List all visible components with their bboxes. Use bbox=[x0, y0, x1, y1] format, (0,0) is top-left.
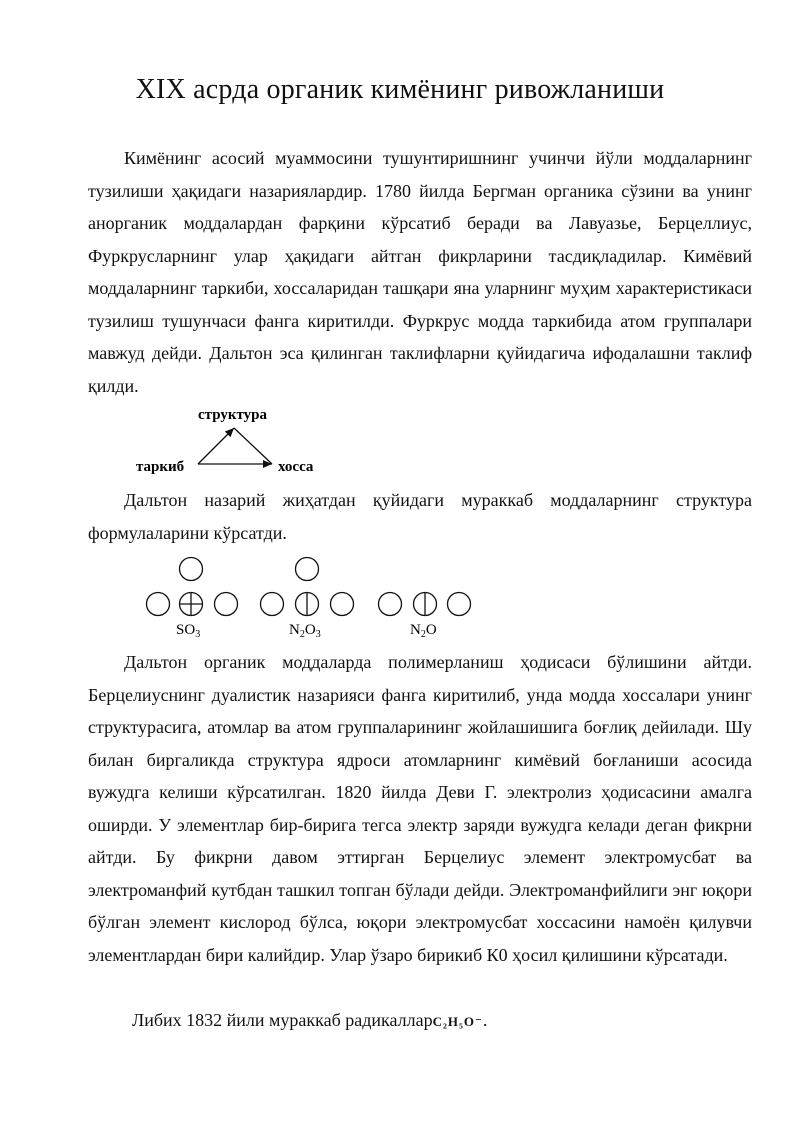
so3-top-atom bbox=[180, 558, 203, 581]
liebig-text: Либих 1832 йили мураккаб радикаллар bbox=[132, 1010, 433, 1030]
so3-left-atom bbox=[147, 593, 170, 616]
radical-formula: C₂H₅O⁻ bbox=[432, 1014, 483, 1029]
n2o3-top-atom bbox=[296, 558, 319, 581]
n2o3-label: $N_2O_3$ bbox=[289, 622, 321, 640]
n2o3-right-atom bbox=[331, 593, 354, 616]
triangle-label-right: хосса bbox=[278, 459, 314, 475]
triangle-label-left: таркиб bbox=[136, 459, 185, 475]
paragraph-liebig bbox=[88, 1004, 752, 1039]
n2o3-left-atom bbox=[261, 593, 284, 616]
page-title: XIX асрда органик кимёнинг ривожланиши bbox=[135, 74, 665, 105]
paragraph-dalton-formulas: Дальтон назарий жиҳатдан қуйидаги мураккаб моддаларнинг структура формулаларини кўрсатди. bbox=[88, 490, 752, 543]
paragraph-structure-theory: Кимёнинг асосий муаммосини тушунтиришнинг учинчи йўли моддаларнинг тузилиши ҳақидаги назариялардир. 1780 йилда Бергман органика сўзини ва унинг анорганик моддалардан фарқини кўрсатиб беради ва Лавуазье, Берцеллиус, Фуркрусларнинг улар ҳақидаги айтган фикрларини тасдиқладилар. Кимёвий моддаларнинг таркиби, хоссаларидан ташқари яна уларнинг муҳим характеристикаси тузилиш тушунчаси фанга киритилди. Фуркрус модда таркибида атом группалари мавжуд дейди. Дальтон эса қилинган таклифларни қуйидагича ифодалашни таклиф қилди. bbox=[88, 148, 752, 396]
so3-label: $SO_3$ bbox=[176, 622, 201, 640]
n2o-label: $N_2O$ bbox=[410, 622, 437, 640]
so3-right-atom bbox=[215, 593, 238, 616]
paragraph-berzelius-theory: Дальтон органик моддаларда полимерланиш ҳодисаси бўлишини айтди. Берцелиуснинг дуалистик назарияси фанга киритилиб, унда модда хоссалари унинг структурасига, атомлар ва атом группаларининг жойлашишига боғлиқ дейилади. Шу билан биргаликда структура ядроси атомларнинг кимёвий боғланиши асосида вужудга келиши кўрсатилган. 1820 йилда Деви Г. электролиз ҳодисасини амалга оширди. У элементлар бир-бирига тегса электр заряди вужудга келади деган фикрни айтди. Бу фикрни давом эттирган Берцелиус элемент электромусбат ва электроманфий кутбдан ташкил топган бўлади дейди. Электроманфийлиги энг юқори бўлган элемент кислород бўлса, юқори электромусбат хоссасини намоён қилувчи элементлардан бири калийдир. Улар ўзаро бирикиб К0 ҳосил қилишини кўрсатади. bbox=[88, 652, 752, 965]
n2o-left-atom bbox=[379, 593, 402, 616]
triangle-label-top: структура bbox=[198, 407, 268, 423]
n2o-right-atom bbox=[448, 593, 471, 616]
trailing-punctuation: . bbox=[482, 1010, 488, 1030]
